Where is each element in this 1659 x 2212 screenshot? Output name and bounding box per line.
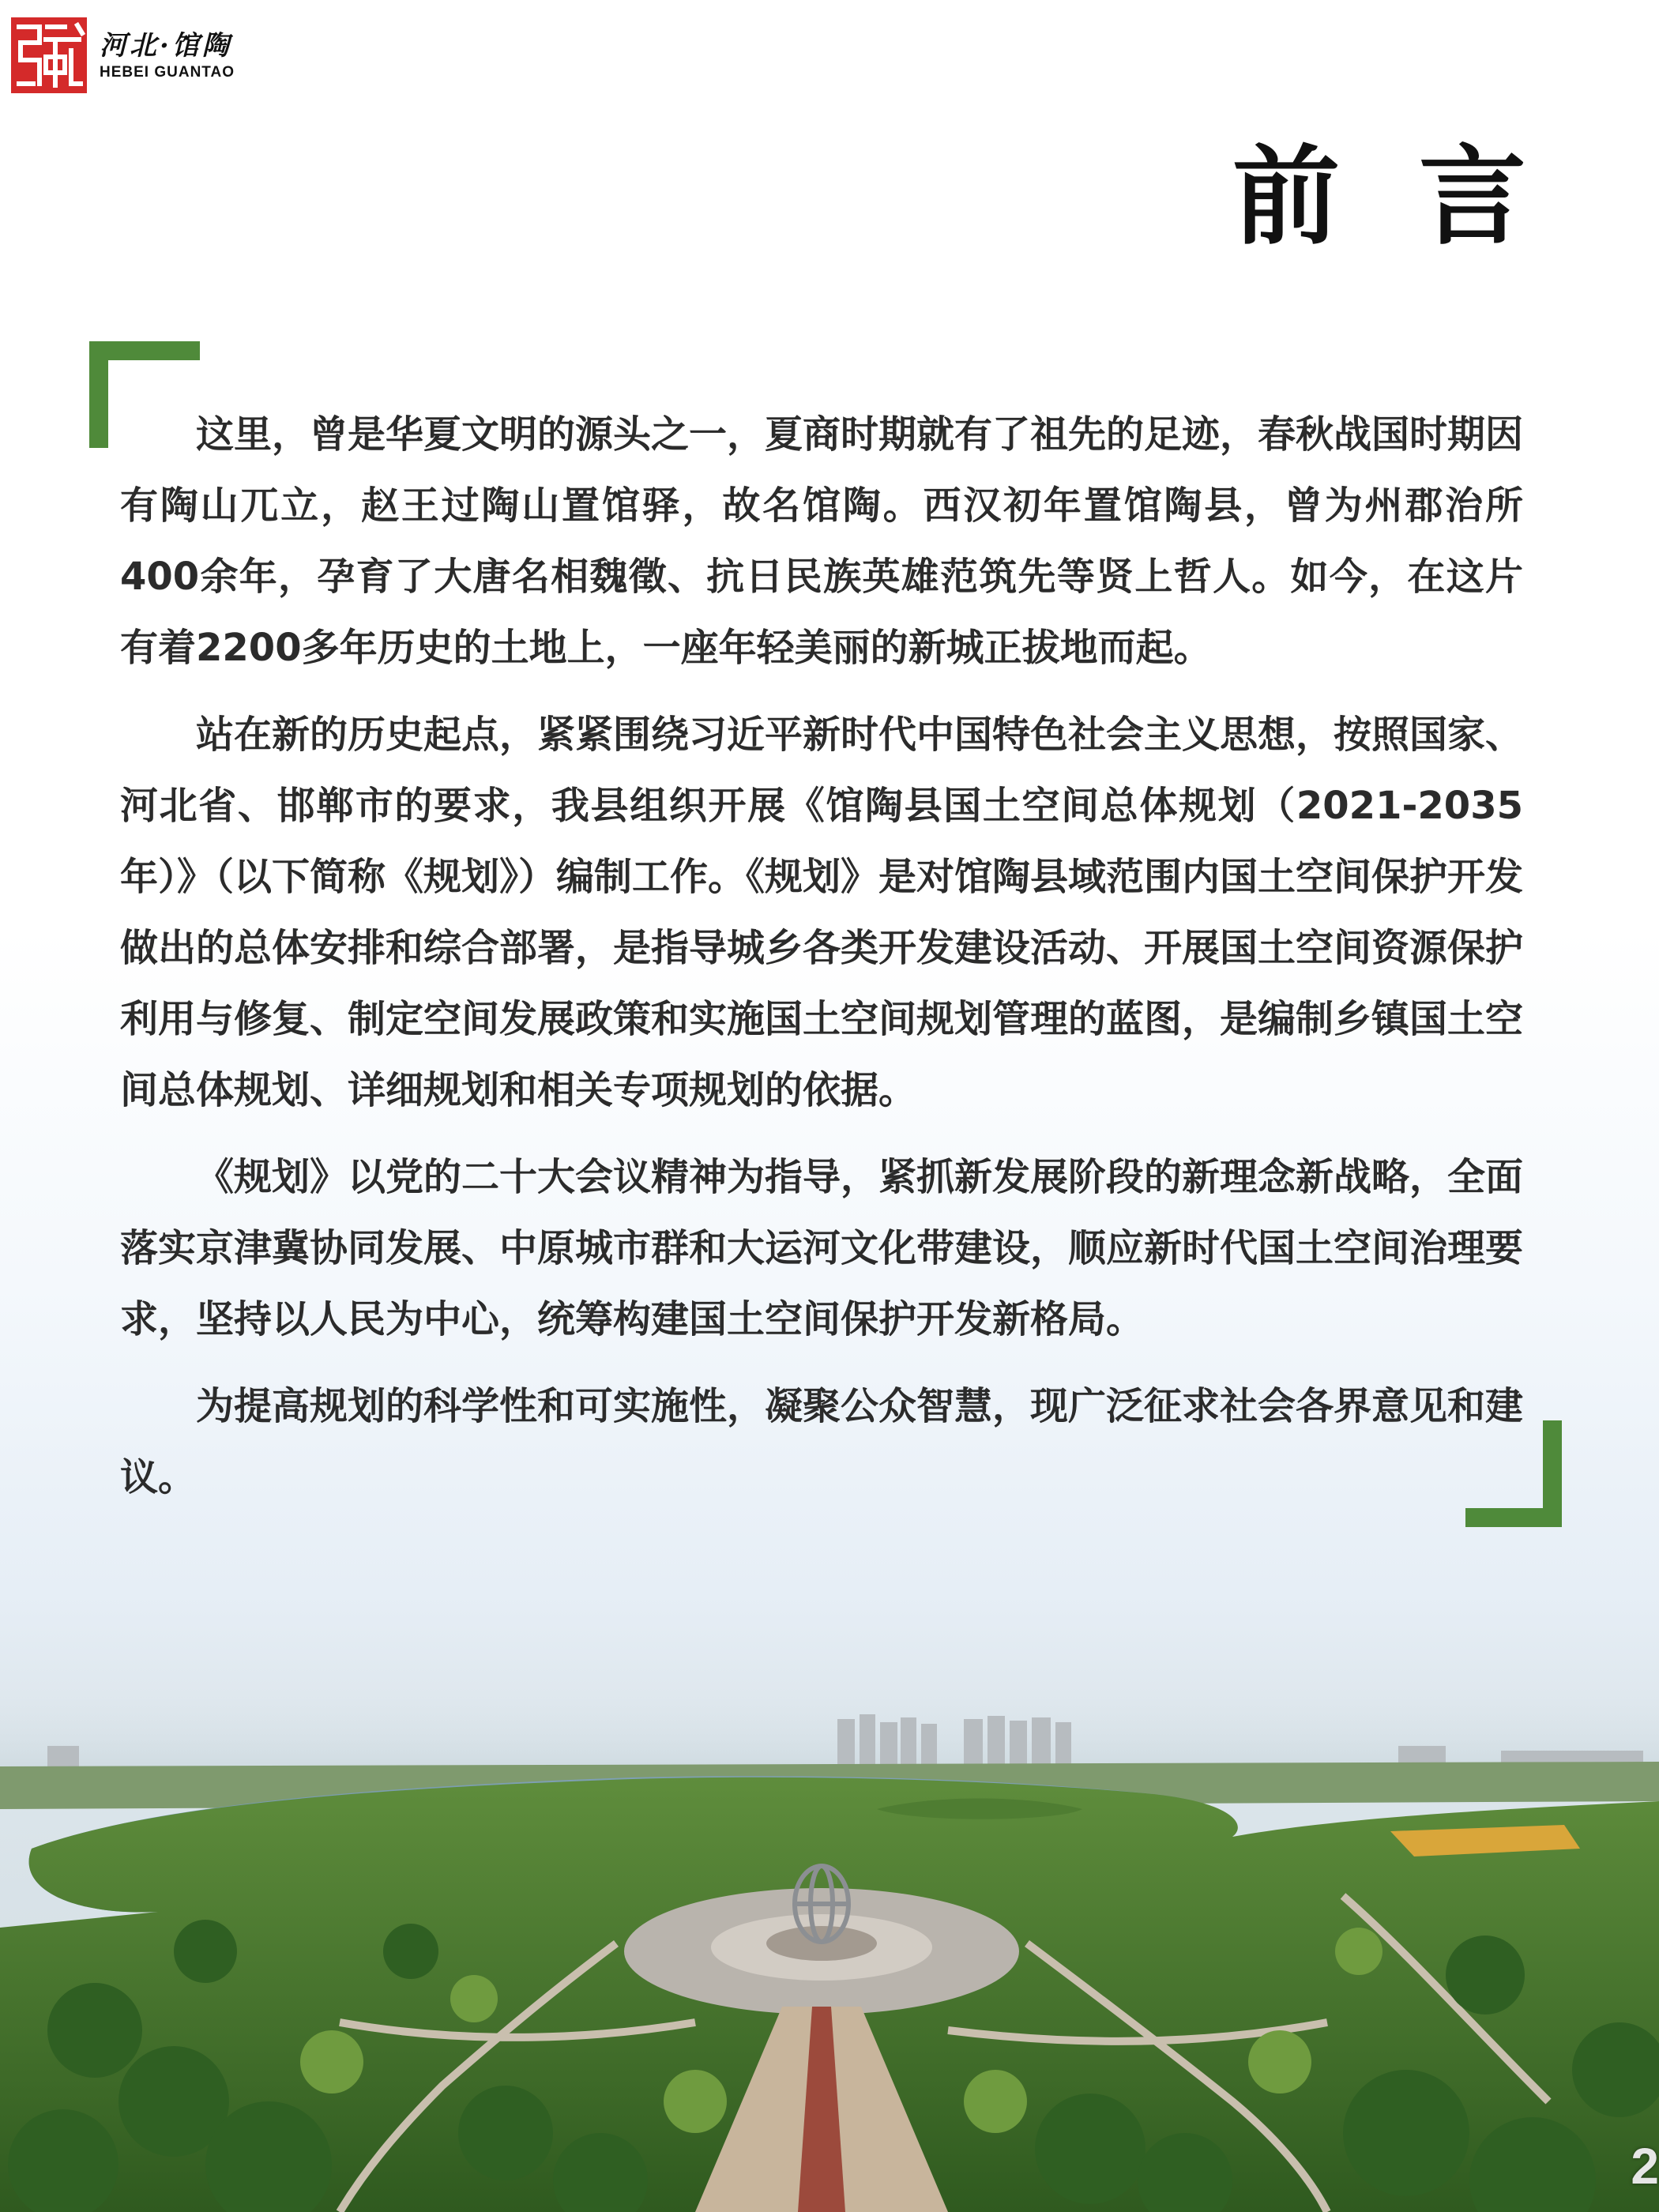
paragraph-2: 站在新的历史起点，紧紧围绕习近平新时代中国特色社会主义思想，按照国家、河北省、邯郸市的要求，我县组织开展《馆陶县国土空间总体规划（2021-2035年）》（以下简称《规划》）编制工作。《规划》是对馆陶县域范围内国土空间保护开发做出的总体安排和综合部署，是指导城乡各类开发建设活动、开展国土空间资源保护利用与修复、制定空间发展政策和实施国土空间规划管理的蓝图，是编制乡镇国土空间总体规划、详细规划和相关专项规划的依据。 — [120, 713, 1524, 1112]
red-seal-logo-icon — [9, 16, 88, 95]
paragraph-3: 《规划》以党的二十大会议精神为指导，紧抓新发展阶段的新理念新战略，全面落实京津冀协同发展、中原城市群和大运河文化带建设，顺应新时代国土空间治理要求，坚持以人民为中心，统筹构建国土空间保护开发新格局。 — [120, 1155, 1524, 1341]
logo-chinese-name: 河北·馆陶 — [100, 30, 232, 62]
preface-body — [120, 399, 1523, 1529]
paragraph-1: 这里，曾是华夏文明的源头之一，夏商时期就有了祖先的足迹，春秋战国时期因有陶山兀立，赵王过陶山置馆驿，故名馆陶。西汉初年置馆陶县，曾为州郡治所400余年，孕育了大唐名相魏徵、抗日民族英雄范筑先等贤上哲人。如今，在这片有着2200多年历史的土地上，一座年轻美丽的新城正拔地而起。 — [120, 412, 1524, 670]
page-number: 2 — [1631, 2138, 1659, 2195]
aerial-park-photo — [0, 1691, 1659, 2212]
paragraph-4: 为提高规划的科学性和可实施性，凝聚公众智慧，现广泛征求社会各界意见和建议。 — [120, 1384, 1524, 1499]
logo-english-name: HEBEI GUANTAO — [100, 64, 235, 81]
logo — [9, 16, 235, 95]
page-title: 前言 — [1232, 135, 1605, 260]
